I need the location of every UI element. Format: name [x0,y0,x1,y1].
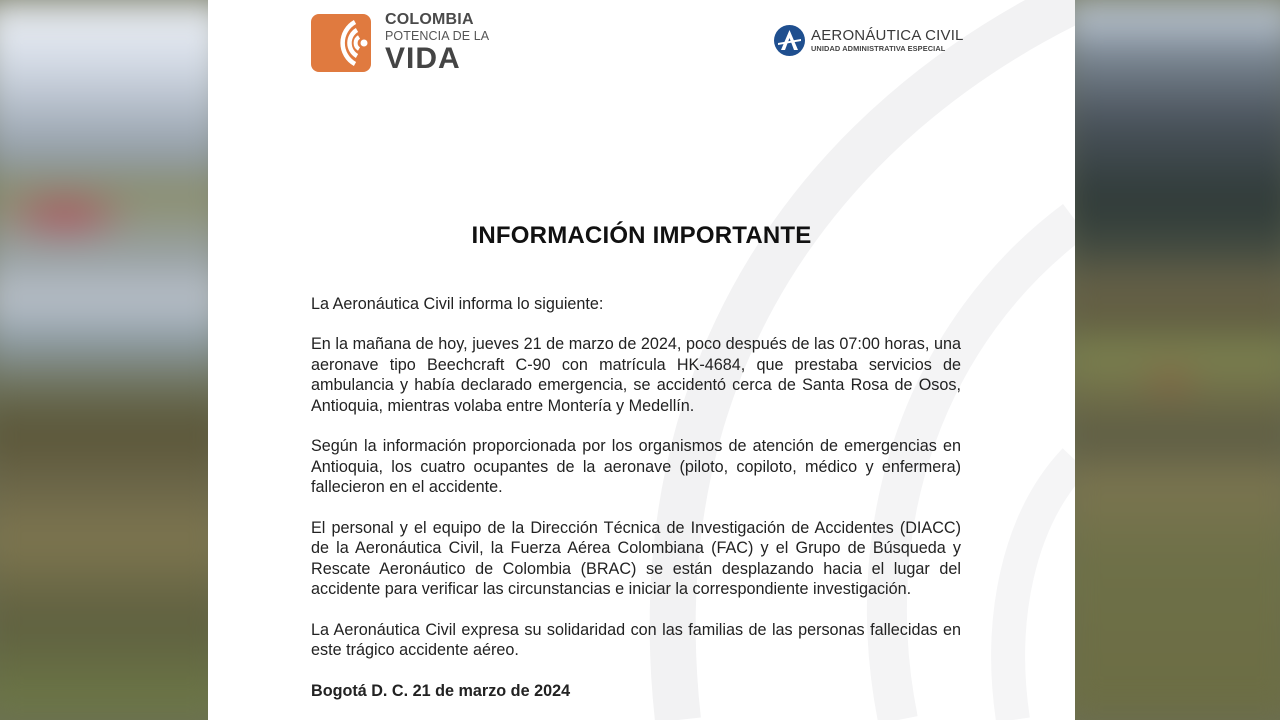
blurred-background-left [0,0,230,720]
paragraph-solidarity: La Aeronáutica Civil expresa su solidaridad con las familias de las personas fallecidas en este trágico accidente aéreo. [311,621,961,660]
blurred-background-right [1060,0,1280,720]
aerocivil-subtitle: UNIDAD ADMINISTRATIVA ESPECIAL [811,44,946,54]
paragraph-casualties: Según la información proporcionada por los organismos de atención de emergencias en Antioquia, los cuatro ocupantes de la aeronave (piloto, copiloto, médico y enfermera) fallecieron en el accidente. [311,437,961,497]
logo-line-colombia: COLOMBIA [385,11,474,28]
signature-date: Bogotá D. C. 21 de marzo de 2024 [311,682,571,701]
document-body [311,294,961,720]
paragraph-incident: En la mañana de hoy, jueves 21 de marzo de 2024, poco después de las 07:00 horas, una aeronave tipo Beechcraft C-90 con matrícula HK-4684, que prestaba servicios de ambulancia y había declarado emergencia, se accidentó cerca de Santa Rosa de Osos, Antioquia, mientras volaba entre Montería y Medellín. [311,335,961,415]
paragraph-investigation: El personal y el equipo de la Dirección Técnica de Investigación de Accidentes (DIACC) de la Aeronáutica Civil, la Fuerza Aérea Colombiana (FAC) y el Grupo de Búsqueda y Rescate Aeronáutico de Colombia (BRAC) se están desplazando hacia el lugar del accidente para verificar las circunstancias e iniciar la correspondiente investigación. [311,519,961,599]
aerocivil-a-emblem-icon [774,25,805,56]
aerocivil-name: AERONÁUTICA CIVIL [811,27,964,45]
document-title: INFORMACIÓN IMPORTANTE [471,222,812,249]
colombia-potencia-de-la-vida-logo [311,12,489,74]
logo-line-potencia: POTENCIA DE LA [385,29,490,43]
press-release-document [208,0,1075,720]
logo-line-vida: VIDA [385,41,461,75]
aeronautica-civil-logo [774,25,964,56]
colombia-signal-waves-icon [311,14,371,72]
paragraph-intro: La Aeronáutica Civil informa lo siguiente: [311,295,604,313]
